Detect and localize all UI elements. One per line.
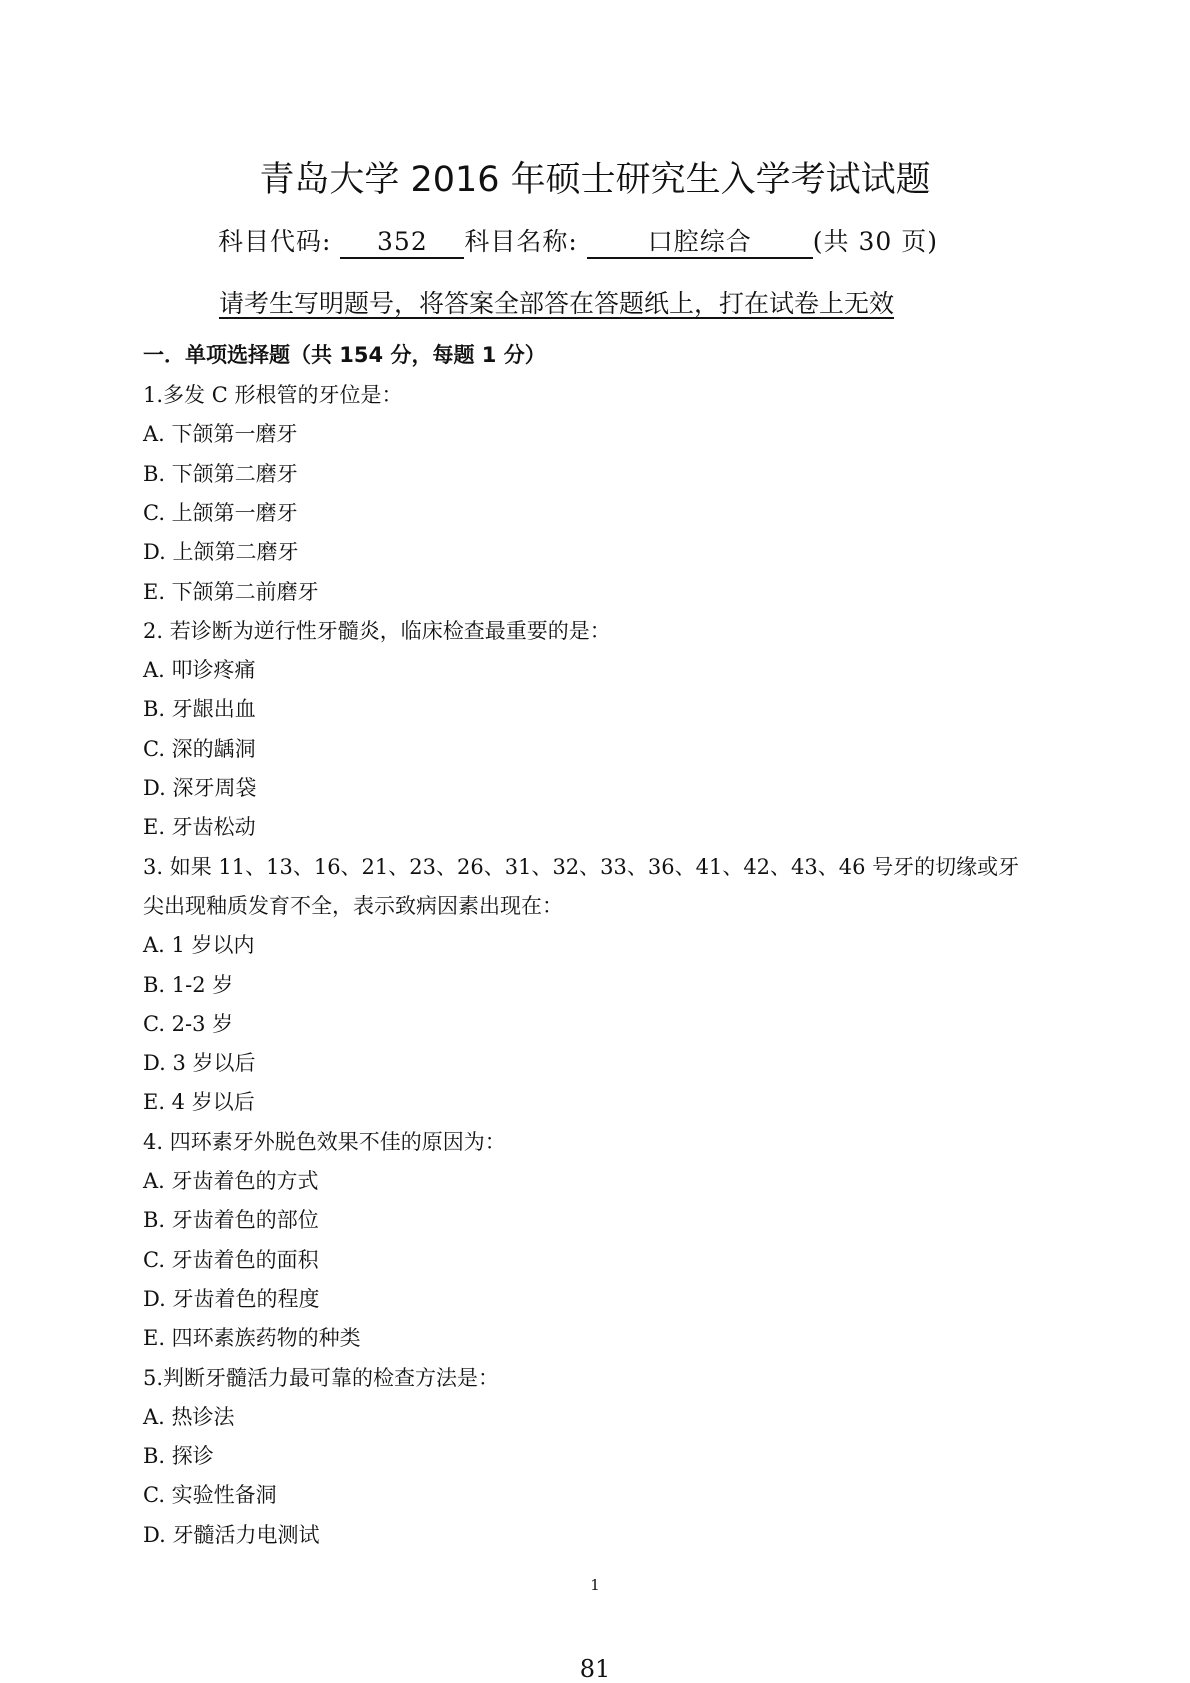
page-count: (共 30 页) [812,227,938,256]
answer-option: D. 上颌第二磨牙 [143,540,299,565]
answer-option: C. 2-3 岁 [143,1011,234,1036]
answer-option: C. 实验性备洞 [143,1483,277,1508]
answer-option: E. 4 岁以后 [143,1090,255,1115]
answer-option: B. 牙齿着色的部位 [143,1208,319,1233]
subject-name: 口腔综合 [587,228,813,259]
answer-option: E. 四环素族药物的种类 [143,1326,361,1351]
answer-option: A. 下颌第一磨牙 [143,422,298,447]
answer-option: D. 3 岁以后 [143,1051,256,1076]
exam-title: 青岛大学 2016 年硕士研究生入学考试试题 [259,160,931,200]
answer-option: A. 牙齿着色的方式 [143,1169,319,1193]
answer-option: D. 牙髓活力电测试 [143,1522,320,1547]
answer-option: A. 热诊法 [143,1404,235,1429]
answer-option: C. 上颌第一磨牙 [143,500,298,525]
answer-option: B. 探诊 [143,1444,214,1469]
sheet-number: 81 [579,1655,611,1683]
answer-option: B. 下颌第二磨牙 [143,461,298,486]
question-text: 5.判断牙髓活力最可靠的检查方法是： [143,1365,500,1390]
answer-option: D. 牙齿着色的程度 [143,1286,320,1311]
question-text: 2. 若诊断为逆行性牙髓炎，临床检查最重要的是： [143,618,611,643]
subject-code: 352 [340,228,464,259]
question-text: 尖出现釉质发育不全，表示致病因素出现在： [143,893,563,918]
answer-option: C. 牙齿着色的面积 [143,1247,319,1272]
question-text: 3. 如果 11、13、16、21、23、26、31、32、33、36、41、42、43、46 号牙的切缘或牙 [143,854,1020,879]
subject-name-label: 科目名称: [464,227,578,256]
page-number: 1 [590,1576,600,1594]
question-text: 4. 四环素牙外脱色效果不佳的原因为： [143,1129,506,1154]
subject-line [218,222,938,259]
question-text: 1.多发 C 形根管的牙位是： [143,383,403,407]
answer-option: E. 下颌第二前磨牙 [143,579,319,604]
subject-code-label: 科目代码: [218,227,332,256]
section-heading: 一．单项选择题（共 154 分，每题 1 分） [143,343,546,367]
answer-option: C. 深的龋洞 [143,736,256,761]
answer-option: B. 牙龈出血 [143,697,256,722]
answer-option: D. 深牙周袋 [143,776,257,800]
answer-option: B. 1-2 岁 [143,972,234,997]
answer-option: E. 牙齿松动 [143,815,256,840]
exam-notice: 请考生写明题号，将答案全部答在答题纸上，打在试卷上无效 [219,289,895,318]
answer-option: A. 叩诊疼痛 [143,658,256,683]
answer-option: A. 1 岁以内 [143,933,255,958]
